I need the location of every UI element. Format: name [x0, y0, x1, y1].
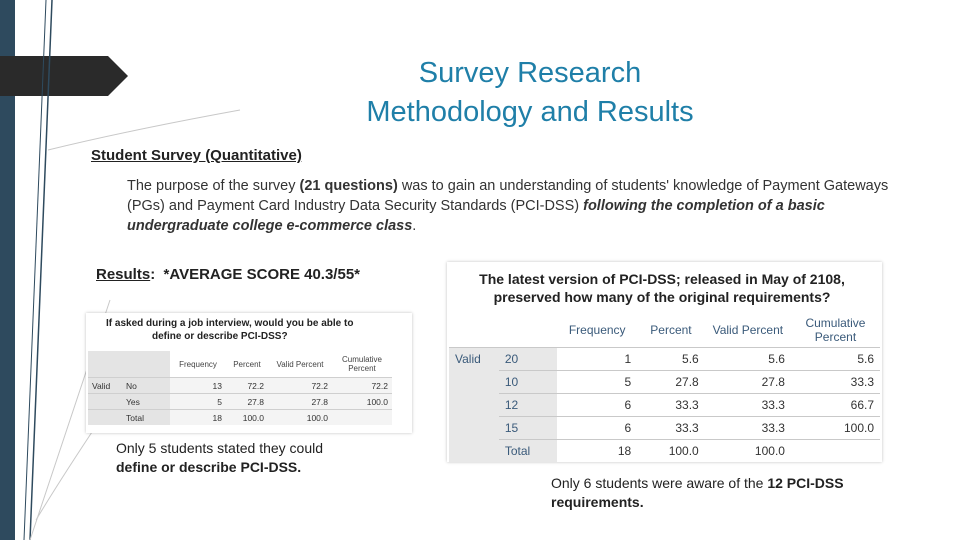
table-left-header-valid-percent: Valid Percent: [276, 359, 324, 369]
purpose-question-count: (21 questions): [299, 178, 398, 194]
row-label: Total: [122, 410, 170, 426]
cell-frequency: 18: [557, 440, 637, 463]
table-row: [88, 394, 392, 410]
table-right-grid: [449, 313, 880, 462]
table-row: [449, 417, 880, 440]
results-label: Results: [96, 266, 151, 283]
table-left-question-line-1: If asked during a job interview, would you be able to: [106, 318, 354, 329]
cell-percent: 100.0: [637, 440, 705, 463]
title-line-1: Survey Research: [418, 57, 642, 89]
table-left-header-cumulative: Cumulative Percent: [341, 355, 382, 373]
table-row: [449, 371, 880, 394]
cell-percent: 27.8: [637, 371, 705, 394]
table-left-question-line-2: define or describe PCI-DSS?: [152, 331, 288, 342]
table-right-question-line-2: preserved how many of the original requirements?: [493, 289, 831, 305]
table-job-interview: [86, 313, 412, 433]
purpose-paragraph: [127, 176, 902, 236]
slide-title: [300, 54, 760, 132]
cell-cumulative: [791, 440, 880, 463]
cell-cumulative: [332, 410, 392, 426]
row-label: 12: [499, 394, 557, 417]
cell-valid-percent: 27.8: [705, 371, 791, 394]
caption-right-text: Only 6 students were aware of the: [551, 475, 768, 491]
cell-percent: 72.2: [226, 378, 268, 394]
cell-frequency: 5: [170, 394, 226, 410]
table-right-question-line-1: The latest version of PCI-DSS; released in May of 2108,: [479, 271, 845, 287]
row-label: No: [122, 378, 170, 394]
table-row: [88, 378, 392, 394]
cell-valid-percent: 72.2: [268, 378, 332, 394]
results-colon: :: [150, 266, 156, 283]
caption-right: [551, 474, 871, 512]
cell-frequency: 6: [557, 394, 637, 417]
cell-frequency: 13: [170, 378, 226, 394]
cell-valid-percent: 100.0: [268, 410, 332, 426]
cell-frequency: 18: [170, 410, 226, 426]
caption-right-emphasis: 12 PCI-DSS requirements.: [551, 475, 844, 510]
table-left-valid-label: Valid: [88, 378, 122, 394]
table-right-header-valid-percent: Valid Percent: [712, 323, 784, 337]
table-right-header-cumulative: Cumulative Percent: [805, 316, 866, 344]
table-left-grid: [88, 351, 392, 425]
purpose-text-1: The purpose of the survey: [127, 178, 300, 194]
cell-valid-percent: 27.8: [268, 394, 332, 410]
cell-frequency: 1: [557, 348, 637, 371]
caption-left: [116, 439, 323, 477]
cell-percent: 5.6: [637, 348, 705, 371]
purpose-period: .: [412, 218, 417, 234]
cell-cumulative: 5.6: [791, 348, 880, 371]
table-right-valid-label: Valid: [449, 348, 499, 463]
cell-valid-percent: 100.0: [705, 440, 791, 463]
cell-cumulative: 100.0: [332, 394, 392, 410]
cell-cumulative: 33.3: [791, 371, 880, 394]
cell-cumulative: 100.0: [791, 417, 880, 440]
cell-cumulative: 66.7: [791, 394, 880, 417]
cell-cumulative: 72.2: [332, 378, 392, 394]
row-label: 15: [499, 417, 557, 440]
caption-left-line-2: define or describe PCI-DSS.: [116, 459, 302, 475]
purpose-text-2: was to gain an understanding of students' knowledge of Payment Gateways (PGs) and Payment Card Industry Data Security Standards (PCI-DSS): [127, 178, 889, 214]
table-right-header-percent: Percent: [650, 323, 692, 337]
table-right-question: [447, 270, 877, 306]
purpose-emphasis: following the completion of a basic undergraduate college e-commerce class: [127, 198, 825, 234]
table-right-header-frequency: Frequency: [568, 323, 626, 337]
results-line: [96, 266, 360, 283]
table-left-header-percent: Percent: [233, 359, 261, 369]
caption-left-line-1: Only 5 students stated they could: [116, 440, 324, 456]
title-line-2: Methodology and Results: [366, 96, 694, 128]
cell-percent: 33.3: [637, 417, 705, 440]
table-row: [88, 410, 392, 426]
average-score: *AVERAGE SCORE 40.3/55*: [163, 266, 360, 283]
cell-percent: 33.3: [637, 394, 705, 417]
table-left-header-row: [88, 351, 392, 378]
cell-frequency: 5: [557, 371, 637, 394]
cell-percent: 27.8: [226, 394, 268, 410]
row-label: Yes: [122, 394, 170, 410]
row-label: Total: [499, 440, 557, 463]
cell-percent: 100.0: [226, 410, 268, 426]
cell-valid-percent: 5.6: [705, 348, 791, 371]
table-left-header-frequency: Frequency: [179, 359, 217, 369]
table-row: [449, 440, 880, 463]
table-row: [449, 348, 880, 371]
table-pci-dss-requirements: [447, 262, 882, 462]
table-row: [449, 394, 880, 417]
table-left-question: [106, 317, 353, 343]
cell-frequency: 6: [557, 417, 637, 440]
row-label: 20: [499, 348, 557, 371]
table-right-header-row: [449, 313, 880, 348]
cell-valid-percent: 33.3: [705, 394, 791, 417]
cell-valid-percent: 33.3: [705, 417, 791, 440]
row-label: 10: [499, 371, 557, 394]
subheading: Student Survey (Quantitative): [91, 147, 302, 164]
